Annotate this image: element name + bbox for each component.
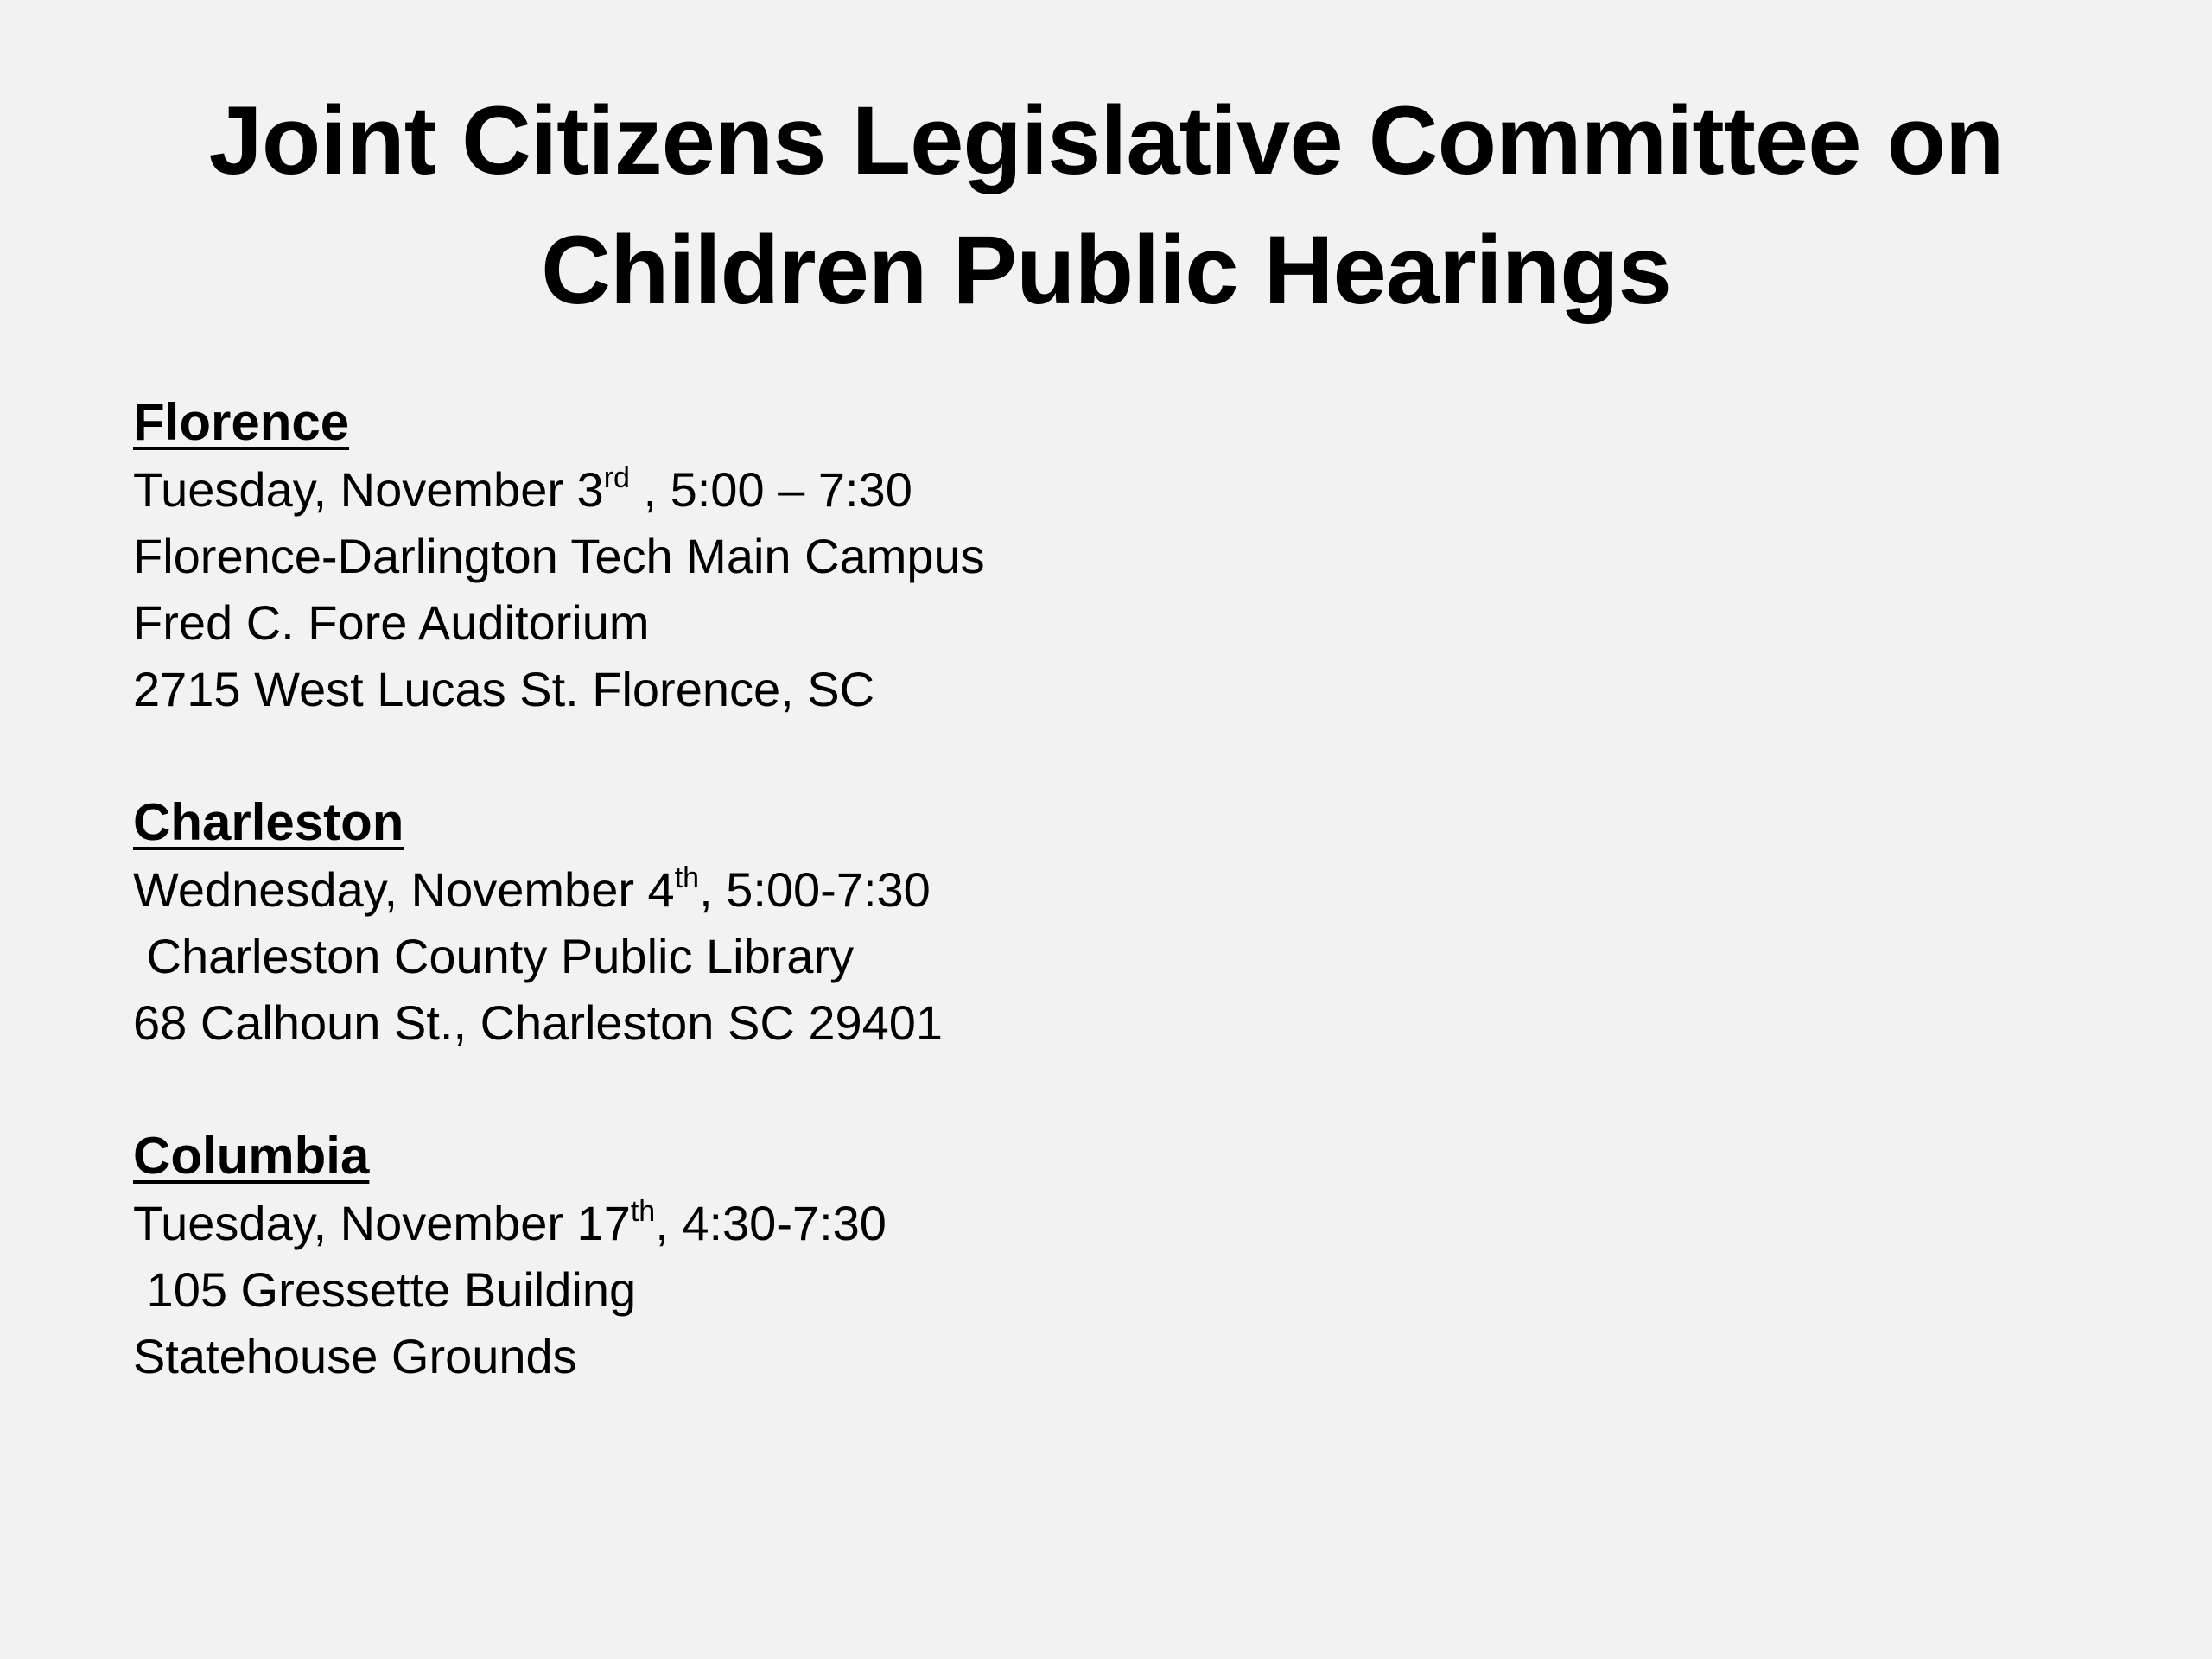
title-line-2: Children Public Hearings <box>541 216 1671 324</box>
page-title <box>0 76 2212 335</box>
address-line: 68 Calhoun St., Charleston SC 29401 <box>133 995 944 1050</box>
date-text: Tuesday, November 17 <box>133 1196 631 1250</box>
hearing-columbia <box>133 1122 2034 1389</box>
hearings-list <box>133 389 2034 1389</box>
time-text: , 5:00 – 7:30 <box>629 462 912 517</box>
venue-line: Charleston County Public Library <box>133 929 855 983</box>
date-ordinal-suffix: th <box>674 861 700 894</box>
hearing-charleston <box>133 789 2034 1056</box>
hearing-date <box>133 456 2034 523</box>
time-text: , 4:30-7:30 <box>655 1196 887 1250</box>
venue-line: Fred C. Fore Auditorium <box>133 595 650 650</box>
date-ordinal-suffix: th <box>630 1195 656 1228</box>
venue-line: 105 Gressette Building <box>133 1262 637 1317</box>
city-heading: Columbia <box>133 1127 370 1185</box>
hearing-date <box>133 1190 2034 1256</box>
date-text: Wednesday, November 4 <box>133 862 675 917</box>
address-line: 2715 West Lucas St. Florence, SC <box>133 662 875 716</box>
hearing-florence <box>133 389 2034 722</box>
date-ordinal-suffix: rd <box>603 461 630 494</box>
hearing-date <box>133 856 2034 923</box>
date-text: Tuesday, November 3 <box>133 462 604 517</box>
title-line-1: Joint Citizens Legislative Committee on <box>208 86 2004 194</box>
venue-line: Florence-Darlington Tech Main Campus <box>133 529 985 583</box>
address-line: Statehouse Grounds <box>133 1329 577 1383</box>
time-text: , 5:00-7:30 <box>699 862 931 917</box>
city-heading: Charleston <box>133 793 404 851</box>
city-heading: Florence <box>133 393 350 451</box>
